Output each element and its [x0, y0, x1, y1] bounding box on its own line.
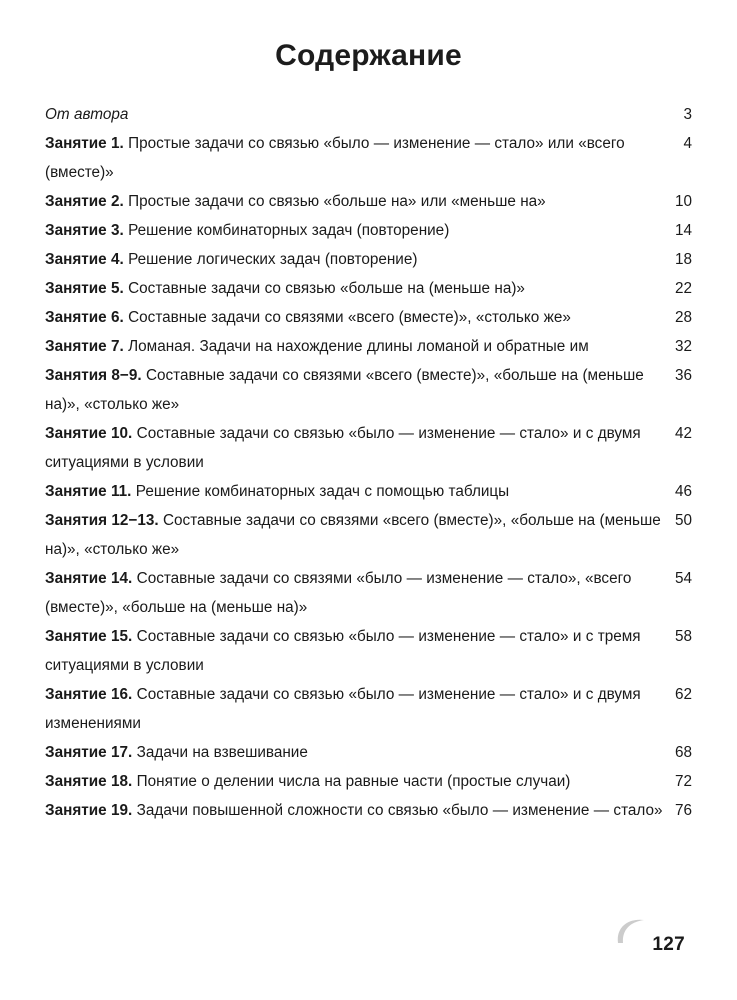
toc-entry-label: Занятие 7.	[45, 338, 124, 355]
toc-entry-description: Составные задачи со связью «было — изменение — стало» и с тремя ситуациями в условии	[45, 628, 641, 674]
toc-page-number: 4	[683, 135, 692, 152]
toc-entry[interactable]	[45, 129, 692, 187]
toc-page-number: 58	[674, 628, 692, 645]
toc-entry-label: Занятие 5.	[45, 280, 124, 297]
toc-page-number: 3	[683, 106, 692, 123]
footer-page-number: 127	[652, 934, 685, 955]
toc-entry[interactable]	[45, 622, 692, 680]
toc-page-number: 68	[674, 744, 692, 761]
toc-entry-description: Составные задачи со связью «было — изменение — стало» и с двумя изменениями	[45, 686, 641, 732]
toc-entry-description: Составные задачи со связями «всего (вместе)», «больше на (меньше на)», «столько же»	[45, 367, 644, 413]
toc-entry-label: Занятия 12−13.	[45, 512, 159, 529]
toc-entry[interactable]	[45, 303, 692, 332]
toc-entry-description: Решение комбинаторных задач (повторение)	[128, 222, 450, 239]
toc-page-number: 32	[674, 338, 692, 355]
toc-entry-label: Занятие 19.	[45, 802, 133, 819]
toc-page-number: 18	[674, 251, 692, 268]
toc-entry-description: Составные задачи со связями «всего (вместе)», «больше на (меньше на)», «столько же»	[45, 512, 661, 558]
toc-page-number: 76	[674, 802, 692, 819]
toc-entry-description: Простые задачи со связью «больше на» или «меньше на»	[128, 193, 546, 210]
toc-entry-description: Понятие о делении числа на равные части (простые случаи)	[136, 773, 571, 790]
toc-entry[interactable]	[45, 216, 692, 245]
toc-entry-description: Решение комбинаторных задач с помощью таблицы	[135, 483, 510, 500]
toc-entry-description: Задачи на взвешивание	[136, 744, 308, 761]
toc-entry-label: Занятие 4.	[45, 251, 124, 268]
toc-entry[interactable]	[45, 419, 692, 477]
toc-entry[interactable]	[45, 796, 692, 825]
toc-entry-description: Простые задачи со связью «было — изменение — стало» или «всего (вместе)»	[45, 135, 625, 181]
toc-entry[interactable]	[45, 100, 692, 129]
toc-entry[interactable]	[45, 767, 692, 796]
toc-entry[interactable]	[45, 477, 692, 506]
toc-entry-label: Занятие 17.	[45, 744, 133, 761]
toc-entry[interactable]	[45, 680, 692, 738]
toc-page-number: 28	[674, 309, 692, 326]
toc-entry-label: Занятия 8−9.	[45, 367, 142, 384]
toc-entry-label: Занятие 11.	[45, 483, 132, 500]
toc-entry-description: Задачи повышенной сложности со связью «было — изменение — стало»	[136, 802, 663, 819]
toc-entry-label: От автора	[45, 106, 129, 123]
toc-page-number: 54	[674, 570, 692, 587]
toc-entry-description: Составные задачи со связями «было — изменение — стало», «всего (вместе)», «больше на (меньше на)»	[45, 570, 632, 616]
toc-entry-label: Занятие 10.	[45, 425, 133, 442]
toc-page-number: 62	[674, 686, 692, 703]
toc-page-number: 46	[674, 483, 692, 500]
toc-entry[interactable]	[45, 564, 692, 622]
toc-entry-label: Занятие 16.	[45, 686, 133, 703]
toc-entry-description: Ломаная. Задачи на нахождение длины ломаной и обратные им	[128, 338, 589, 355]
toc-page-number: 72	[674, 773, 692, 790]
toc-entry[interactable]	[45, 332, 692, 361]
toc-entry[interactable]	[45, 361, 692, 419]
toc-entry-label: Занятие 1.	[45, 135, 124, 152]
toc-page-number: 42	[674, 425, 692, 442]
toc-entry-description: Составные задачи со связями «всего (вместе)», «столько же»	[128, 309, 571, 326]
toc-entry-label: Занятие 18.	[45, 773, 133, 790]
decorative-arc-icon	[614, 916, 654, 946]
toc-entry-description: Составные задачи со связью «больше на (меньше на)»	[128, 280, 525, 297]
toc-entry-label: Занятие 6.	[45, 309, 124, 326]
toc-entry[interactable]	[45, 187, 692, 216]
toc-entry[interactable]	[45, 738, 692, 767]
toc-entry-label: Занятие 2.	[45, 193, 124, 210]
toc-entry[interactable]	[45, 506, 692, 564]
toc-page-number: 50	[674, 512, 692, 529]
toc-page-number: 14	[674, 222, 692, 239]
toc-entry-label: Занятие 15.	[45, 628, 133, 645]
toc-page-number: 22	[674, 280, 692, 297]
toc-entry-description: Составные задачи со связью «было — изменение — стало» и с двумя ситуациями в условии	[45, 425, 641, 471]
toc-entry-label: Занятие 3.	[45, 222, 124, 239]
toc-entry[interactable]	[45, 245, 692, 274]
toc-list	[45, 74, 692, 825]
toc-page-number: 36	[674, 367, 692, 384]
toc-entry-label: Занятие 14.	[45, 570, 133, 587]
page-title: Содержание	[275, 39, 462, 72]
toc-entry[interactable]	[45, 274, 692, 303]
toc-page-number: 10	[674, 193, 692, 210]
toc-entry-description: Решение логических задач (повторение)	[128, 251, 418, 268]
page-footer	[572, 914, 692, 960]
